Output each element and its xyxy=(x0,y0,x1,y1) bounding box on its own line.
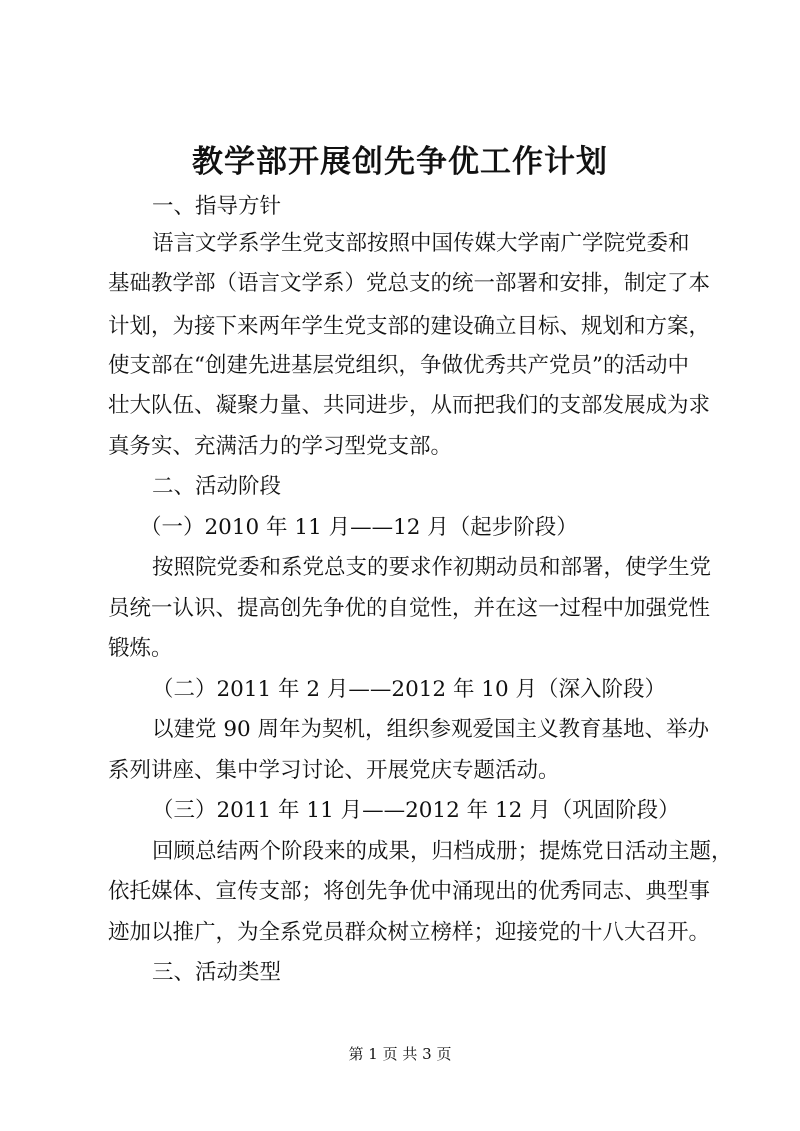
paragraph-line: 以建党 90 周年为契机，组织参观爱国主义教育基地、举办 xyxy=(152,717,710,742)
paragraph-line: 基础教学部（语言文学系）党总支的统一部署和安排，制定了本 xyxy=(108,271,711,296)
section-heading-activity-types: 三、活动类型 xyxy=(152,960,282,985)
phase-heading-deepen: （二）2011 年 2 月——2012 年 10 月（深入阶段） xyxy=(152,677,666,702)
paragraph-line: 真务实、充满活力的学习型党支部。 xyxy=(108,434,453,459)
section-heading-activity-phases: 二、活动阶段 xyxy=(152,474,282,499)
section-heading-guiding-policy: 一、指导方针 xyxy=(152,194,282,219)
paragraph-line: 使支部在“创建先进基层党组织，争做优秀共产党员”的活动中 xyxy=(108,353,689,378)
phase-heading-consolidate: （三）2011 年 11 月——2012 年 12 月（巩固阶段） xyxy=(152,798,680,823)
paragraph-line: 迹加以推广，为全系党员群众树立榜样；迎接党的十八大召开。 xyxy=(108,920,711,945)
paragraph-line: 回顾总结两个阶段来的成果，归档成册；提炼党日活动主题， xyxy=(152,839,733,864)
paragraph-line: 依托媒体、宣传支部；将创先争优中涌现出的优秀同志、典型事 xyxy=(108,879,711,904)
paragraph-line: 语言文学系学生党支部按照中国传媒大学南广学院党委和 xyxy=(152,231,690,256)
paragraph-line: 锻炼。 xyxy=(108,636,173,661)
document-title: 教学部开展创先争优工作计划 xyxy=(192,144,608,180)
page-footer: 第 1 页 共 3 页 xyxy=(348,1045,452,1063)
phase-heading-start: （一）2010 年 11 月——12 月（起步阶段） xyxy=(140,515,578,540)
paragraph-line: 计划，为接下来两年学生党支部的建设确立目标、规划和方案， xyxy=(108,314,711,339)
paragraph-line: 壮大队伍、凝聚力量、共同进步，从而把我们的支部发展成为求 xyxy=(108,393,711,418)
paragraph-line: 员统一认识、提高创先争优的自觉性，并在这一过程中加强党性 xyxy=(108,596,711,621)
paragraph-line: 按照院党委和系党总支的要求作初期动员和部署，使学生党 xyxy=(152,555,712,580)
paragraph-line: 系列讲座、集中学习讨论、开展党庆专题活动。 xyxy=(108,758,560,783)
